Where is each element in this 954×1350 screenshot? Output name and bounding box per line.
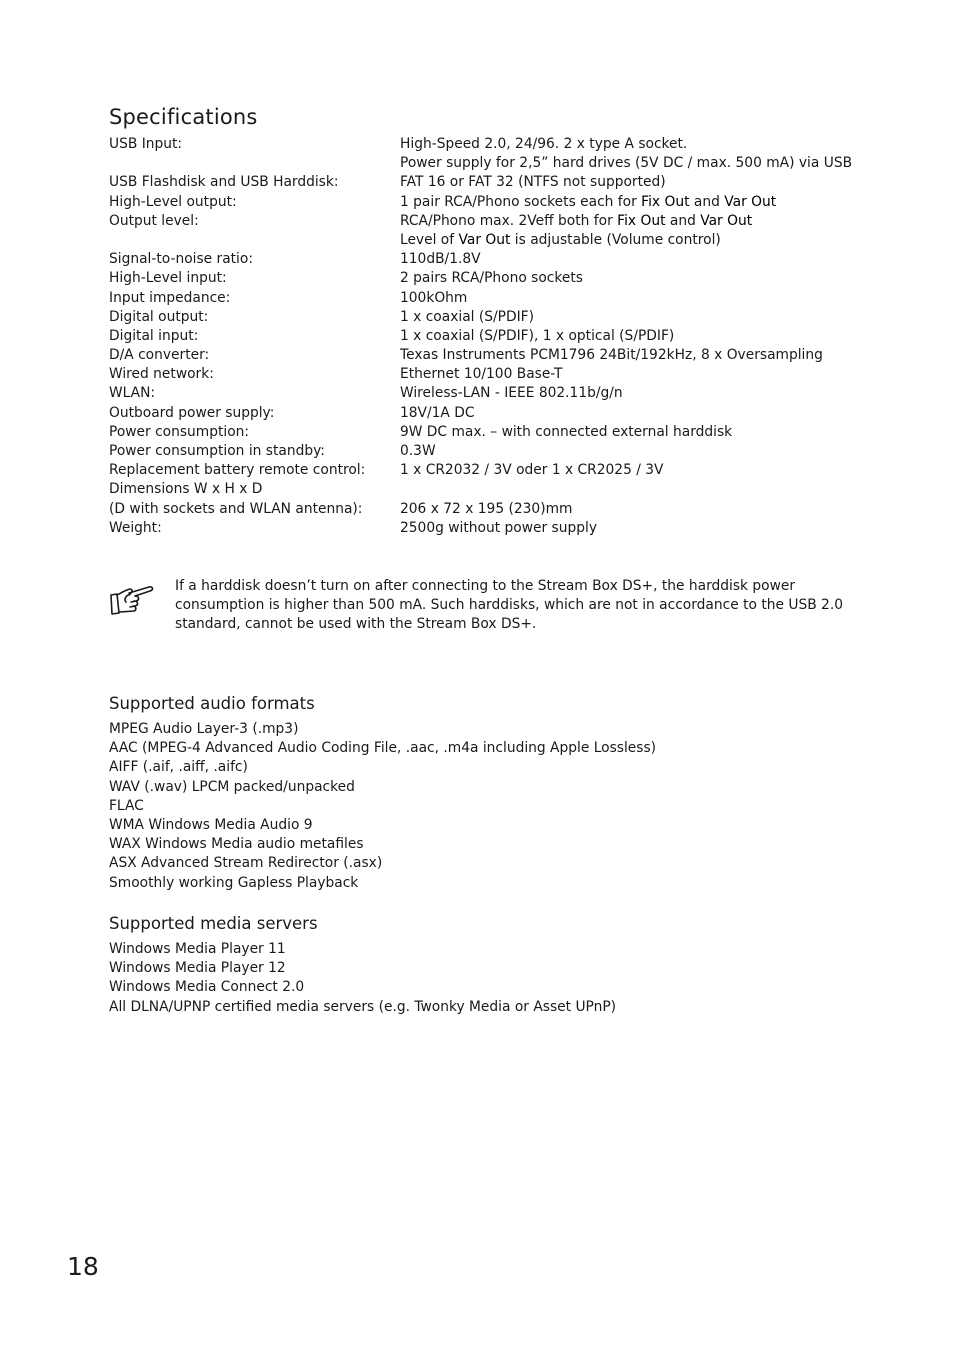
spec-row bbox=[109, 442, 889, 461]
spec-row bbox=[109, 500, 889, 519]
spec-value bbox=[400, 289, 467, 308]
spec-row bbox=[109, 212, 889, 231]
spec-row bbox=[109, 346, 889, 365]
spec-value bbox=[400, 519, 597, 538]
spec-row bbox=[109, 231, 889, 250]
spec-row bbox=[109, 404, 889, 423]
spec-value bbox=[400, 500, 572, 519]
media-server-item: Windows Media Connect 2.0 bbox=[109, 979, 305, 996]
spec-value bbox=[400, 135, 687, 154]
spec-row bbox=[109, 173, 889, 192]
media-server-item: All DLNA/UPNP certified media servers (e.g. Twonky Media or Asset UPnP) bbox=[109, 998, 617, 1015]
media-servers-list bbox=[109, 940, 616, 1017]
spec-label: Digital input: bbox=[109, 327, 199, 344]
spec-row bbox=[109, 480, 889, 499]
audio-format-item: WAV (.wav) LPCM packed/unpacked bbox=[109, 778, 355, 795]
spec-value-text: is adjustable (Volume control) bbox=[510, 231, 721, 248]
spec-row bbox=[109, 365, 889, 384]
media-server-item: Windows Media Player 12 bbox=[109, 960, 286, 977]
spec-label: USB Flashdisk and USB Harddisk: bbox=[109, 174, 339, 191]
spec-value-text: Power supply for 2,5” hard drives (5V DC / max. 500 mA) via USB bbox=[400, 155, 853, 172]
spec-value-emphasis: Var Out bbox=[458, 231, 511, 248]
audio-format-item: WMA Windows Media Audio 9 bbox=[109, 816, 313, 833]
spec-value-emphasis: Var Out bbox=[724, 193, 777, 210]
spec-label: Power consumption: bbox=[109, 423, 250, 440]
spec-value bbox=[400, 308, 534, 327]
spec-value-text: and bbox=[689, 193, 725, 210]
spec-value-text: 9W DC max. – with connected external harddisk bbox=[400, 423, 733, 440]
spec-value-text: 1 pair RCA/Phono sockets each for bbox=[400, 193, 642, 210]
spec-label: Input impedance: bbox=[109, 289, 231, 306]
spec-label: (D with sockets and WLAN antenna): bbox=[109, 500, 363, 517]
specifications-table bbox=[109, 135, 889, 538]
page-number: 18 bbox=[67, 1252, 99, 1281]
spec-value bbox=[400, 384, 623, 403]
spec-value bbox=[400, 327, 674, 346]
spec-value-text: Wireless-LAN - IEEE 802.11b/g/n bbox=[400, 385, 623, 402]
spec-value bbox=[400, 193, 776, 212]
spec-label: Digital output: bbox=[109, 308, 209, 325]
spec-row bbox=[109, 135, 889, 154]
spec-label: High-Level output: bbox=[109, 193, 237, 210]
spec-row bbox=[109, 308, 889, 327]
spec-value-emphasis: Var Out bbox=[700, 212, 753, 229]
spec-value-text: Level of bbox=[400, 231, 459, 248]
spec-value-text: Ethernet 10/100 Base-T bbox=[400, 366, 563, 383]
spec-value bbox=[400, 212, 752, 231]
spec-row bbox=[109, 384, 889, 403]
spec-value bbox=[400, 365, 562, 384]
note-text bbox=[175, 577, 845, 635]
spec-label: Signal-to-noise ratio: bbox=[109, 251, 253, 268]
note-line: If a harddisk doesn’t turn on after connecting to the Stream Box DS+, the harddisk power bbox=[175, 578, 796, 594]
audio-formats-heading: Supported audio formats bbox=[109, 694, 315, 713]
spec-label: USB Input: bbox=[109, 136, 183, 152]
note-line: consumption is higher than 500 mA. Such harddisks, which are not in accordance to the USB 2.0 bbox=[175, 597, 843, 614]
spec-label: D/A converter: bbox=[109, 347, 210, 364]
audio-format-item: MPEG Audio Layer-3 (.mp3) bbox=[109, 721, 299, 737]
spec-value-text: 1 x coaxial (S/PDIF), 1 x optical (S/PDIF) bbox=[400, 327, 675, 344]
spec-value-text: 110dB/1.8V bbox=[400, 251, 481, 268]
spec-label: Outboard power supply: bbox=[109, 404, 275, 421]
spec-value-emphasis: Fix Out bbox=[617, 212, 666, 229]
spec-value bbox=[400, 154, 852, 173]
audio-format-item: FLAC bbox=[109, 797, 144, 814]
spec-row bbox=[109, 193, 889, 212]
note-line: standard, cannot be used with the Stream Box DS+. bbox=[175, 616, 537, 633]
spec-row bbox=[109, 327, 889, 346]
spec-row bbox=[109, 289, 889, 308]
spec-value-text: 2500g without power supply bbox=[400, 519, 597, 536]
spec-label: Output level: bbox=[109, 212, 199, 229]
spec-value-text: RCA/Phono max. 2Veff both for bbox=[400, 212, 618, 229]
spec-label: Dimensions W x H x D bbox=[109, 481, 263, 498]
audio-format-item: Smoothly working Gapless Playback bbox=[109, 874, 359, 891]
spec-label: Replacement battery remote control: bbox=[109, 462, 366, 479]
spec-value bbox=[400, 461, 664, 480]
spec-value bbox=[400, 269, 583, 288]
pointing-hand-icon bbox=[109, 583, 157, 617]
media-server-item: Windows Media Player 11 bbox=[109, 941, 286, 957]
audio-formats-list bbox=[109, 720, 656, 893]
spec-value bbox=[400, 231, 721, 250]
spec-value bbox=[400, 423, 732, 442]
spec-row bbox=[109, 519, 889, 538]
spec-value bbox=[400, 442, 436, 461]
spec-label: WLAN: bbox=[109, 385, 156, 402]
spec-value-text: 206 x 72 x 195 (230)mm bbox=[400, 500, 573, 517]
spec-row bbox=[109, 423, 889, 442]
spec-value-emphasis: Fix Out bbox=[641, 193, 690, 210]
spec-value-text: 100kOhm bbox=[400, 289, 468, 306]
spec-value-text: FAT 16 or FAT 32 (NTFS not supported) bbox=[400, 174, 666, 191]
audio-format-item: ASX Advanced Stream Redirector (.asx) bbox=[109, 855, 383, 872]
spec-row bbox=[109, 269, 889, 288]
spec-value bbox=[400, 173, 666, 192]
spec-row bbox=[109, 250, 889, 269]
media-servers-heading: Supported media servers bbox=[109, 914, 318, 933]
spec-value-text: 1 x CR2032 / 3V oder 1 x CR2025 / 3V bbox=[400, 462, 664, 479]
spec-row bbox=[109, 461, 889, 480]
audio-format-item: AAC (MPEG-4 Advanced Audio Coding File, .aac, .m4a including Apple Lossless) bbox=[109, 740, 657, 757]
spec-value-text: 0.3W bbox=[400, 443, 436, 459]
spec-label: Power consumption in standby: bbox=[109, 443, 325, 459]
spec-value-text: 2 pairs RCA/Phono sockets bbox=[400, 270, 583, 287]
spec-value-text: Texas Instruments PCM1796 24Bit/192kHz, 8 x Oversampling bbox=[400, 347, 823, 364]
spec-label: Weight: bbox=[109, 519, 162, 536]
audio-format-item: WAX Windows Media audio metafiles bbox=[109, 836, 364, 853]
audio-format-item: AIFF (.aif, .aiff, .aifc) bbox=[109, 759, 248, 776]
spec-value-text: and bbox=[665, 212, 701, 229]
spec-value bbox=[400, 404, 475, 423]
spec-value bbox=[400, 250, 481, 269]
spec-label: High-Level input: bbox=[109, 270, 227, 287]
spec-value-text: 18V/1A DC bbox=[400, 404, 475, 421]
spec-value-text: 1 x coaxial (S/PDIF) bbox=[400, 308, 534, 325]
spec-value bbox=[400, 346, 823, 365]
spec-label: Wired network: bbox=[109, 366, 214, 383]
specifications-title: Specifications bbox=[109, 105, 258, 129]
spec-row bbox=[109, 154, 889, 173]
spec-value-text: High-Speed 2.0, 24/96. 2 x type A socket. bbox=[400, 136, 688, 152]
